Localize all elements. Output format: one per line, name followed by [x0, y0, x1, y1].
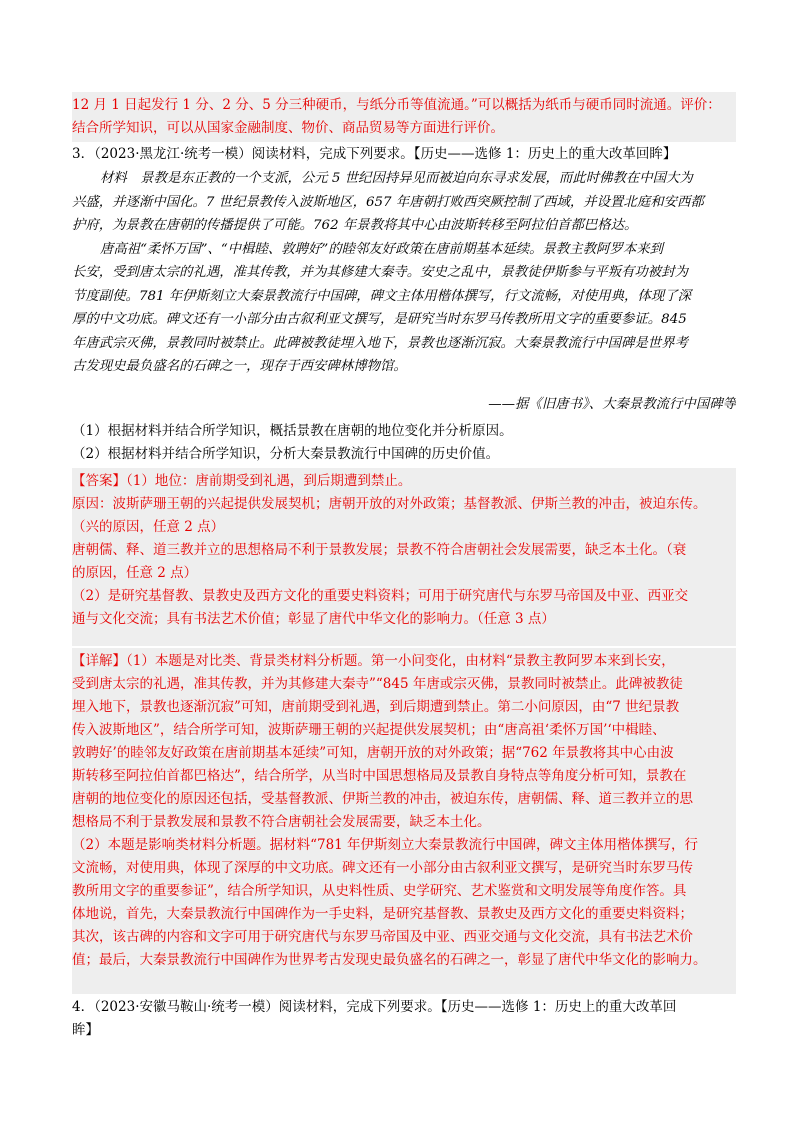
- detail-line: 教所用文字的重要参证”，结合所学知识，从史料性质、史学研究、艺术鉴赏和文明发展等角度作答。具: [72, 883, 687, 899]
- detail-line: （2）本题是影响类材料分析题。据材料“781 年伊斯刻立大秦景教流行中国碑，碑文主体用楷体撰写，行: [72, 837, 699, 853]
- detail-line: 想格局不利于景教发展和景教不符合唐朝社会发展需要，缺乏本土化。: [72, 814, 491, 830]
- detail-line: 敦聘好’的睦邻友好政策在唐前期基本延续”可知，唐朝开放的对外政策；据“762 年景教将其中心由波: [72, 745, 674, 761]
- detail-line: 受到唐太宗的礼遇，准其传教，并为其修建大秦寺”“845 年唐或宗灭佛，景教同时被禁止。此碑被教徒: [72, 676, 683, 692]
- detail-line: 【详解】（1）本题是对比类、背景类材料分析题。第一小问变化，由材料“景教主教阿罗本来到长安，: [72, 653, 675, 669]
- detail-line: 唐朝的地位变化的原因还包括，受基督教派、伊斯兰教的冲击，被迫东传，唐朝儒、释、道三教并立的思: [72, 791, 693, 807]
- material-line: 护府，为景教在唐朝的传播提供了可能。762 年景教将其中心由波斯转移至阿拉伯首都巴格达。: [72, 218, 638, 233]
- previous-answer-line: 12 月 1 日起发行 1 分、2 分、5 分三种硬币，与纸分币等值流通。”可以概括为纸币与硬币同时流通。评价：: [72, 97, 721, 113]
- answer-line: 通与文化交流；具有书法艺术价值；彰显了唐代中华文化的影响力。（任意 3 点）: [72, 611, 555, 627]
- material-line: 兴盛，并逐渐中国化。7 世纪景教传入波斯地区，657 年唐朝打败西突厥控制了西域，并设置北庭和安西都: [72, 194, 704, 210]
- answer-line: （2）是研究基督教、景教史及西方文化的重要史料资料；可用于研究唐代与东罗马帝国及中亚、西亚交: [72, 588, 689, 604]
- material-line: 材料 景教是东正教的一个支派，公元 5 世纪因持异见而被迫向东寻求发展，而此时佛教在中国大为: [100, 171, 693, 186]
- question-3-header: [72, 143, 736, 166]
- answer-line: 唐朝儒、释、道三教并立的思想格局不利于景教发展；景教不符合唐朝社会发展需要，缺乏本土化。（衰: [72, 542, 687, 558]
- detail-line: 文流畅，对使用典，体现了深厚的中文功底。碑文还有一小部分由古叙利亚文撰写，是研究当时东罗马传: [72, 860, 693, 876]
- question-4-header: [72, 996, 736, 1042]
- answer-line: 【答案】（1）地位：唐前期受到礼遇，到后期遭到禁止。: [72, 473, 412, 489]
- previous-answer-line: 结合所学知识，可以从国家金融制度、物价、商品贸易等方面进行评价。: [72, 120, 504, 136]
- question-3-title: 3．（2023·黑龙江·统考一模）阅读材料，完成下列要求。【历史——选修 1：历史上的重大改革回眸】: [72, 146, 677, 162]
- sub-questions: [72, 420, 736, 466]
- answer-line: 原因：波斯萨珊王朝的兴起提供发展契机；唐朝开放的对外政策；基督教派、伊斯兰教的冲击，被迫东传。: [72, 496, 707, 512]
- answer-line: （兴的原因，任意 2 点）: [72, 519, 225, 535]
- question-4-title-cont: 眸】: [72, 1022, 99, 1038]
- detail-line: 斯转移至阿拉伯首都巴格达”，结合所学，从当时中国思想格局及景教自身特点等角度分析可知，景教在: [72, 768, 687, 784]
- detail-block: [72, 648, 736, 994]
- material-passage: [72, 167, 740, 379]
- material-line: 长安，受到唐太宗的礼遇，准其传教，并为其修建大秦寺。安史之乱中，景教徒伊斯参与平叛有功被封为: [72, 265, 688, 280]
- detail-line: 其次，该古碑的内容和文字可用于研究唐代与东罗马帝国及中亚、西亚交通与文化交流，具有书法艺术价: [72, 929, 693, 945]
- previous-answer-block: [72, 92, 736, 142]
- detail-line: 值；最后，大秦景教流行中国碑作为世界考古发现史最负盛名的石碑之一，彰显了唐代中华文化的影响力。: [72, 952, 707, 968]
- material-line: 厚的中文功底。碑文还有一小部分由古叙利亚文撰写，是研究当时东罗马传教所用文字的重要参证。845: [72, 312, 687, 327]
- detail-line: 埋入地下，景教也逐渐沉寂”可知，唐前期受到礼遇，到后期遭到禁止。第二小问原因，由“7 世纪景教: [72, 699, 680, 715]
- material-line: 节度副使。781 年伊斯刻立大秦景教流行中国碑，碑文主体用楷体撰写，行文流畅，对使用典，体现了深: [72, 288, 691, 304]
- question-4-title: 4．（2023·安徽马鞍山·统考一模）阅读材料，完成下列要求。【历史——选修 1：历史上的重大改革回: [72, 999, 677, 1015]
- material-source: [72, 393, 736, 417]
- detail-line: 传入波斯地区”，结合所学可知，波斯萨珊王朝的兴起提供发展契机；由“唐高祖‘柔怀万国’‘中楫睦、: [72, 722, 666, 738]
- sub-question-2: （2）根据材料并结合所学知识，分析大秦景教流行中国碑的历史价值。: [72, 446, 500, 462]
- sub-question-1: （1）根据材料并结合所学知识，概括景教在唐朝的地位变化并分析原因。: [72, 423, 513, 439]
- answer-block: [72, 468, 736, 646]
- material-line: 古发现史最负盛名的石碑之一，现存于西安碑林博物馆。: [72, 359, 407, 374]
- material-line: 年唐武宗灭佛，景教同时被禁止。此碑被教徒埋入地下，景教也逐渐沉寂。大秦景教流行中国碑是世界考: [72, 335, 688, 351]
- material-line: 唐高祖“柔怀万国”、“中楫睦、敦聘好”的睦邻友好政策在唐前期基本延续。景教主教阿罗本来到: [100, 241, 664, 257]
- answer-line: 的原因，任意 2 点）: [72, 565, 198, 581]
- detail-line: 体地说，首先，大秦景教流行中国碑作为一手史料，是研究基督教、景教史及西方文化的重要史料资料；: [72, 906, 693, 922]
- source-citation: ——据《旧唐书》、大秦景教流行中国碑等: [488, 397, 736, 412]
